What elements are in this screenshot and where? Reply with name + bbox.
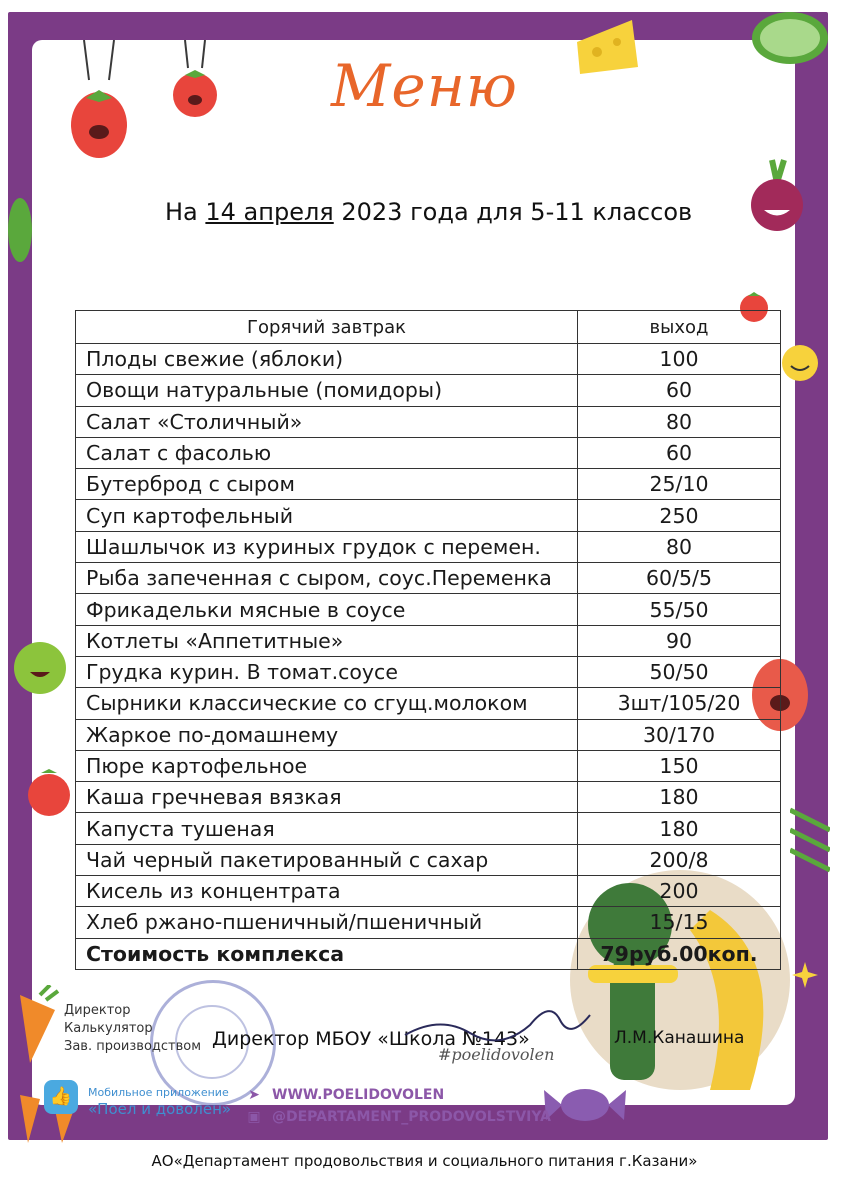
table-row <box>76 876 781 907</box>
table-row <box>76 344 781 375</box>
date-prefix: На <box>165 198 206 226</box>
portion-size: 60/5/5 <box>578 563 781 594</box>
date-suffix: 2023 года для 5-11 классов <box>333 198 693 226</box>
dish-name: Капуста тушеная <box>76 813 578 844</box>
instagram-icon: ▣ <box>247 1109 261 1125</box>
column-header-portion: выход <box>578 311 781 344</box>
table-row <box>76 625 781 656</box>
portion-size: 90 <box>578 625 781 656</box>
dish-name: Бутерброд с сыром <box>76 469 578 500</box>
portion-size: 180 <box>578 782 781 813</box>
portion-size: 30/170 <box>578 719 781 750</box>
dish-name: Чай черный пакетированный с сахар <box>76 844 578 875</box>
app-caption: Мобильное приложение <box>88 1086 229 1099</box>
signer-roles <box>64 1002 201 1056</box>
leaf-icon <box>8 195 34 265</box>
portion-size: 60 <box>578 375 781 406</box>
smiley-fruit-icon <box>780 338 820 388</box>
dish-name: Плоды свежие (яблоки) <box>76 344 578 375</box>
portion-size: 15/15 <box>578 907 781 938</box>
table-row <box>76 594 781 625</box>
website-link[interactable] <box>246 1084 551 1106</box>
table-row <box>76 531 781 562</box>
page-title: Меню <box>331 52 518 120</box>
table-row <box>76 750 781 781</box>
dish-name: Котлеты «Аппетитные» <box>76 625 578 656</box>
cursor-icon: ➤ <box>248 1087 260 1103</box>
dish-name: Жаркое по-домашнему <box>76 719 578 750</box>
table-row <box>76 375 781 406</box>
promo-links <box>246 1084 551 1128</box>
carrot-character-icon <box>10 985 60 1065</box>
hashtag: #poelidovolen <box>438 1045 555 1064</box>
total-price: 79руб.00коп. <box>578 938 781 969</box>
role-calculator: Калькулятор <box>64 1021 153 1036</box>
table-row <box>76 688 781 719</box>
table-row <box>76 719 781 750</box>
menu-date-heading <box>165 198 692 226</box>
role-production-head: Зав. производством <box>64 1039 202 1054</box>
dish-name: Рыба запеченная с сыром, соус.Переменка <box>76 563 578 594</box>
app-name: «Поел и доволен» <box>88 1100 232 1118</box>
thumbs-up-icon: 👍 <box>44 1080 78 1114</box>
dish-name: Суп картофельный <box>76 500 578 531</box>
table-row <box>76 844 781 875</box>
footer-organization: АО«Департамент продовольствия и социального питания г.Казани» <box>151 1152 698 1170</box>
table-row <box>76 563 781 594</box>
candy-icon <box>540 1080 630 1130</box>
portion-size: 180 <box>578 813 781 844</box>
role-director: Директор <box>64 1003 131 1018</box>
portion-size: 50/50 <box>578 656 781 687</box>
dish-name: Шашлычок из куриных грудок с перемен. <box>76 531 578 562</box>
table-row <box>76 813 781 844</box>
dish-name: Кисель из концентрата <box>76 876 578 907</box>
portion-size: 25/10 <box>578 469 781 500</box>
portion-size: 80 <box>578 531 781 562</box>
portion-size: 80 <box>578 406 781 437</box>
dish-name: Грудка курин. В томат.соусе <box>76 656 578 687</box>
menu-table <box>75 310 781 970</box>
dish-name: Каша гречневая вязкая <box>76 782 578 813</box>
table-row <box>76 437 781 468</box>
instagram-text: @DEPARTAMENT_PRODOVOLSTVIYA <box>272 1109 552 1125</box>
portion-size: 3шт/105/20 <box>578 688 781 719</box>
dish-name: Сырники классические со сгущ.молоком <box>76 688 578 719</box>
portion-size: 55/50 <box>578 594 781 625</box>
dish-name: Овощи натуральные (помидоры) <box>76 375 578 406</box>
director-label: Директор МБОУ «Школа №143» <box>212 1028 530 1050</box>
table-row <box>76 469 781 500</box>
dish-name: Хлеб ржано-пшеничный/пшеничный <box>76 907 578 938</box>
dish-name: Пюре картофельное <box>76 750 578 781</box>
table-row <box>76 406 781 437</box>
director-name: Л.М.Канашина <box>614 1028 745 1048</box>
dish-name: Фрикадельки мясные в соусе <box>76 594 578 625</box>
portion-size: 200/8 <box>578 844 781 875</box>
dish-name: Салат с фасолью <box>76 437 578 468</box>
portion-size: 200 <box>578 876 781 907</box>
sparkle-icon <box>790 960 820 990</box>
table-row <box>76 500 781 531</box>
total-label: Стоимость комплекса <box>76 938 578 969</box>
table-header-row <box>76 311 781 344</box>
table-row <box>76 656 781 687</box>
portion-size: 100 <box>578 344 781 375</box>
portion-size: 60 <box>578 437 781 468</box>
column-header-dish: Горячий завтрак <box>76 311 578 344</box>
table-row <box>76 907 781 938</box>
portion-size: 250 <box>578 500 781 531</box>
website-text: WWW.POELIDOVOLEN <box>272 1087 445 1103</box>
menu-date: 14 апреля <box>205 198 334 226</box>
tomato-character-icon <box>24 765 74 820</box>
beet-character-icon <box>742 155 812 235</box>
apple-character-icon <box>8 628 68 698</box>
portion-size: 150 <box>578 750 781 781</box>
total-row <box>76 938 781 969</box>
dish-name: Салат «Столичный» <box>76 406 578 437</box>
instagram-link[interactable] <box>246 1106 551 1128</box>
table-row <box>76 782 781 813</box>
